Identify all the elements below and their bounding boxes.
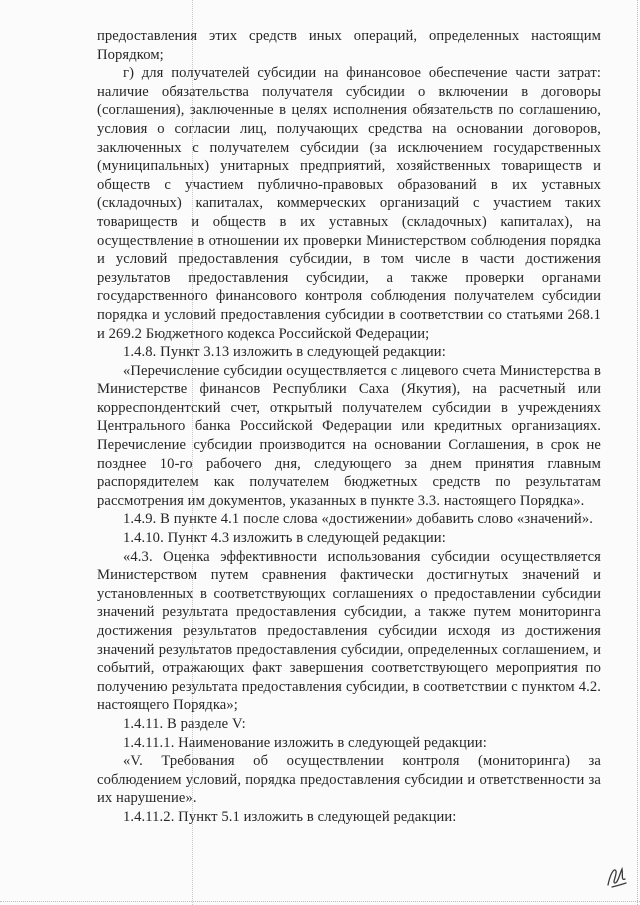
handwritten-signature-icon bbox=[604, 861, 630, 891]
paragraph-1-4-10: 1.4.10. Пункт 4.3 изложить в следующей редакции: bbox=[123, 530, 446, 547]
paragraph-quote-4-3: «4.3. Оценка эффективности использования субсидии осуществляется Министерством путем сравнения фактически достигнутых значений и установленных в соответствующих соглашениях о предоставлении субсидии значений результата предоставления субсидии, а также путем мониторинга достижения результатов предоставления субсидии исходя из достижения значений результатов предоставления субсидии, определенных соглашением, и событий, отражающих факт завершения соответствующего мероприятия по получению результата предоставления субсидии, в соответствии с пунктом 4.2. настоящего Порядка»; bbox=[97, 548, 601, 714]
paragraph-1-4-9: 1.4.9. В пункте 4.1 после слова «достижении» добавить слово «значений». bbox=[123, 511, 593, 528]
scan-edge-right bbox=[637, 0, 638, 905]
paragraph-quote-section-v: «V. Требования об осуществлении контроля (мониторинга) за соблюдением условий, порядка предоставления субсидии и ответственности за их нарушение». bbox=[97, 753, 601, 807]
paragraph-1-4-11-2: 1.4.11.2. Пункт 5.1 изложить в следующей редакции: bbox=[123, 808, 457, 825]
document-body bbox=[97, 27, 601, 827]
paragraph-1-4-11-1: 1.4.11.1. Наименование изложить в следующей редакции: bbox=[123, 734, 487, 751]
paragraph-item-g: г) для получателей субсидии на финансовое обеспечение части затрат: наличие обязательства получателя субсидии о включении в договоры (соглашения), заключенные в целях исполнения обязательств по соглашению, условия о согласии лиц, получающих средства на основании договоров, заключенных с получателем субсидии (за исключением государственных (муниципальных) унитарных предприятий, хозяйственных товариществ и обществ с участием публично-правовых образований в их уставных (складочных) капиталах, коммерческих организаций с участием таких товариществ и обществ в их уставных (складочных) капиталах), на осуществление в отношении их проверки Министерством соблюдения порядка и условий предоставления субсидии, в том числе в части достижения результатов предоставления субсидии, а также проверки органами государственного финансового контроля соблюдения получателем субсидии порядка и условий предоставления субсидии в соответствии со статьями 268.1 и 269.2 Бюджетного кодекса Российской Федерации; bbox=[97, 65, 601, 342]
paragraph-continuation: предоставления этих средств иных операций, определенных настоящим Порядком; bbox=[97, 28, 601, 63]
paragraph-1-4-11: 1.4.11. В разделе V: bbox=[123, 715, 246, 732]
scan-edge-bottom bbox=[0, 901, 640, 902]
paragraph-quote-3-13: «Перечисление субсидии осуществляется с лицевого счета Министерства в Министерстве финансов Республики Саха (Якутия), на расчетный или корреспондентский счет, открытый получателем субсидии в учреждениях Центрального банка Российской Федерации или кредитных организациях. Перечисление субсидии производится на основании Соглашения, в срок не позднее 10-го рабочего дня, следующего за днем принятия главным распорядителем как получателем бюджетных средств по результатам рассмотрения им документов, указанных в пункте 3.3. настоящего Порядка». bbox=[97, 362, 601, 509]
paragraph-1-4-8: 1.4.8. Пункт 3.13 изложить в следующей редакции: bbox=[123, 344, 446, 361]
